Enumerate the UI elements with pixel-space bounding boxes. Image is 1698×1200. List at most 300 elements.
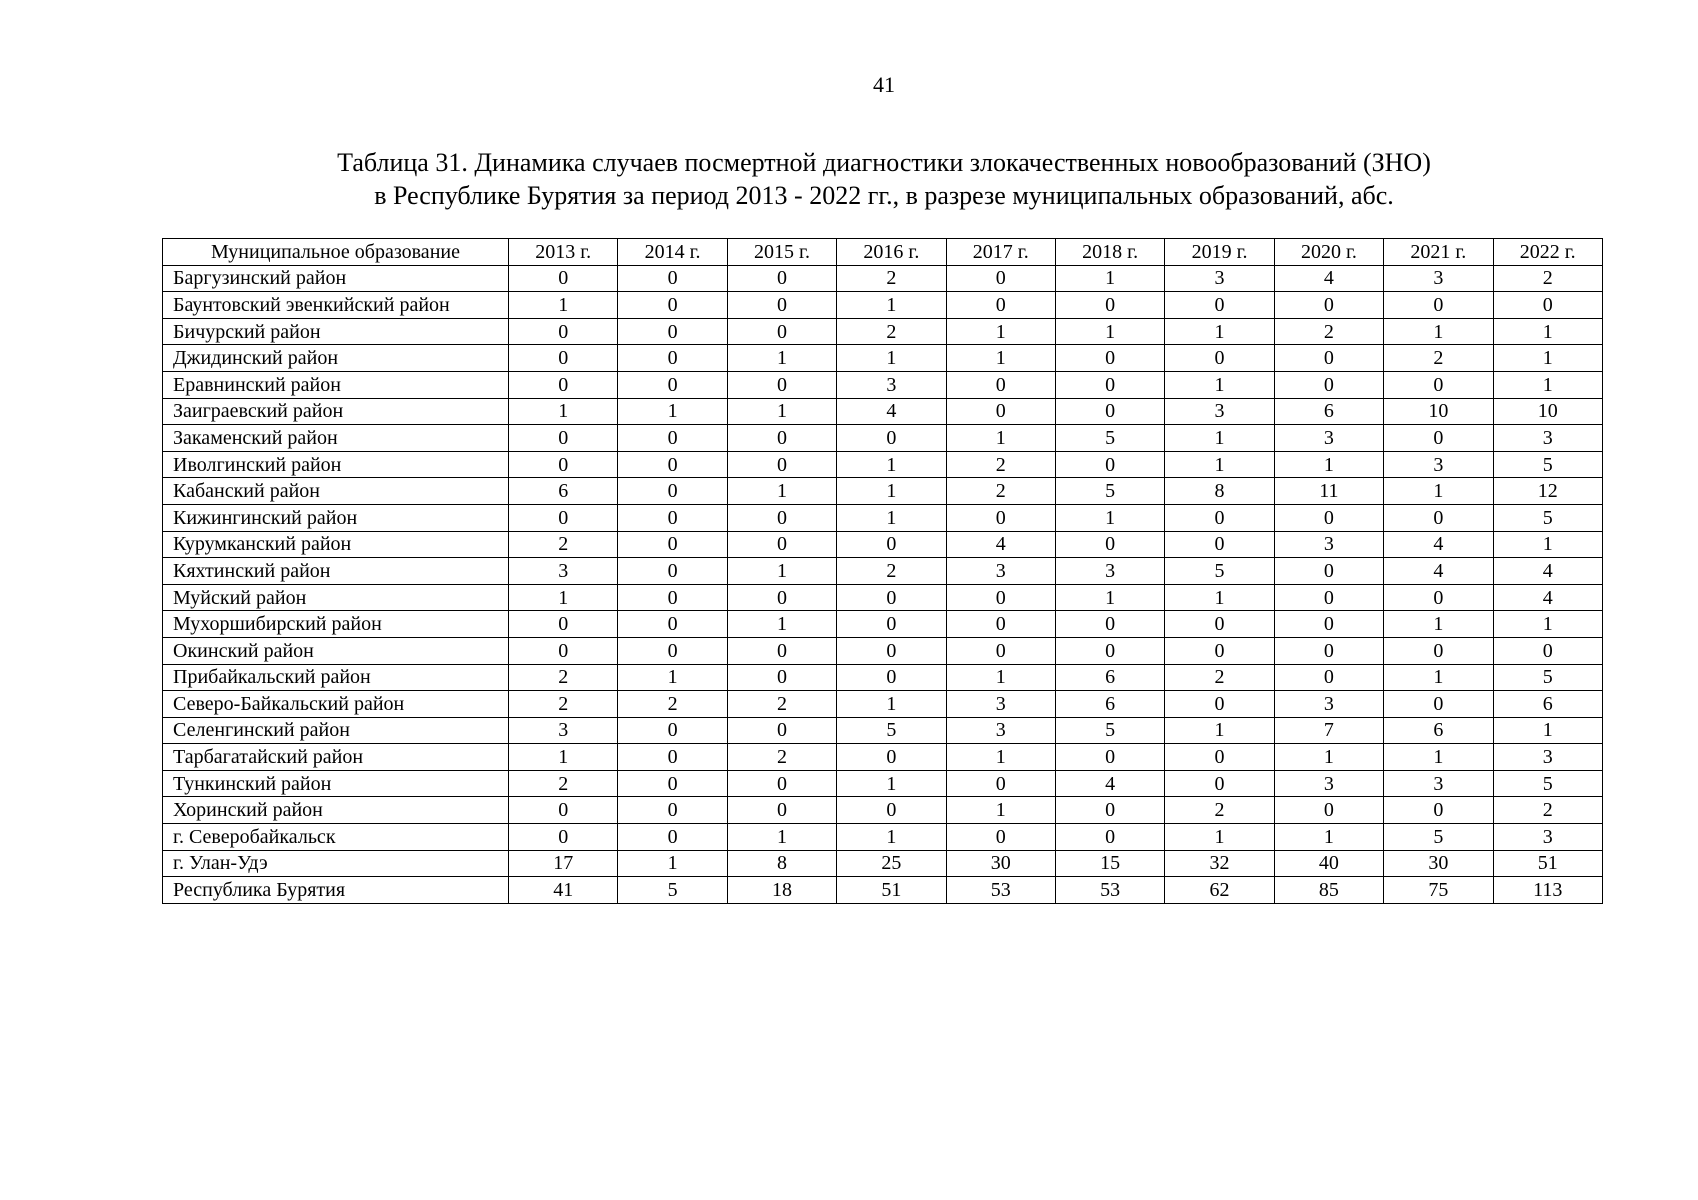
value-cell: 3 [1165,265,1274,292]
value-cell: 6 [509,478,618,505]
value-cell: 3 [1384,265,1493,292]
value-cell: 1 [1493,318,1602,345]
value-cell: 0 [727,770,836,797]
value-cell: 1 [946,797,1055,824]
value-cell: 1 [837,770,946,797]
value-cell: 1 [1165,371,1274,398]
value-cell: 0 [1274,558,1383,585]
value-cell: 0 [727,292,836,319]
value-cell: 32 [1165,850,1274,877]
value-cell: 0 [618,451,727,478]
column-header-year: 2018 г. [1055,239,1164,266]
value-cell: 0 [509,318,618,345]
value-cell: 0 [946,770,1055,797]
value-cell: 1 [727,398,836,425]
value-cell: 0 [1274,797,1383,824]
value-cell: 0 [509,451,618,478]
value-cell: 6 [1384,717,1493,744]
value-cell: 3 [1493,824,1602,851]
table-row [163,478,1603,505]
municipality-name-cell: Кяхтинский район [163,558,509,585]
value-cell: 2 [1493,797,1602,824]
value-cell: 1 [946,318,1055,345]
value-cell: 1 [946,425,1055,452]
value-cell: 0 [509,504,618,531]
value-cell: 3 [509,717,618,744]
value-cell: 75 [1384,877,1493,904]
value-cell: 3 [1274,531,1383,558]
municipality-name-cell: Бичурский район [163,318,509,345]
page-number: 41 [873,72,895,97]
column-header-year: 2019 г. [1165,239,1274,266]
value-cell: 3 [1055,558,1164,585]
column-header-year: 2017 г. [946,239,1055,266]
column-header-year: 2014 г. [618,239,727,266]
value-cell: 4 [1384,558,1493,585]
value-cell: 0 [1274,664,1383,691]
municipality-name-cell: Северо-Байкальский район [163,691,509,718]
value-cell: 2 [1165,664,1274,691]
table-row [163,744,1603,771]
table-row [163,292,1603,319]
value-cell: 2 [946,451,1055,478]
value-cell: 4 [1384,531,1493,558]
value-cell: 6 [1274,398,1383,425]
value-cell: 1 [1165,584,1274,611]
municipality-name-cell: Баргузинский район [163,265,509,292]
table-row [163,691,1603,718]
value-cell: 1 [837,504,946,531]
municipality-name-cell: Тункинский район [163,770,509,797]
value-cell: 5 [1493,504,1602,531]
value-cell: 0 [727,371,836,398]
table-container [162,238,1602,904]
value-cell: 5 [1055,478,1164,505]
value-cell: 2 [727,744,836,771]
value-cell: 0 [1274,371,1383,398]
value-cell: 0 [1055,611,1164,638]
column-header-year: 2020 г. [1274,239,1383,266]
value-cell: 1 [618,664,727,691]
municipality-name-cell: Хоринский район [163,797,509,824]
value-cell: 1 [1165,824,1274,851]
value-cell: 0 [946,265,1055,292]
value-cell: 2 [509,664,618,691]
value-cell: 0 [1165,292,1274,319]
value-cell: 1 [837,292,946,319]
column-header-year: 2022 г. [1493,239,1602,266]
value-cell: 11 [1274,478,1383,505]
value-cell: 0 [1055,637,1164,664]
value-cell: 30 [1384,850,1493,877]
table-row [163,797,1603,824]
municipality-name-cell: Джидинский район [163,345,509,372]
value-cell: 0 [1165,691,1274,718]
value-cell: 0 [618,637,727,664]
value-cell: 1 [509,292,618,319]
value-cell: 0 [837,611,946,638]
municipality-name-cell: г. Северобайкальск [163,824,509,851]
value-cell: 3 [1274,425,1383,452]
value-cell: 0 [618,345,727,372]
value-cell: 1 [727,824,836,851]
value-cell: 17 [509,850,618,877]
value-cell: 8 [727,850,836,877]
value-cell: 0 [1384,797,1493,824]
column-header-municipality: Муниципальное образование [163,239,509,266]
table-row [163,265,1603,292]
table-row [163,664,1603,691]
value-cell: 41 [509,877,618,904]
value-cell: 0 [509,425,618,452]
table-row [163,504,1603,531]
value-cell: 0 [946,584,1055,611]
value-cell: 0 [618,425,727,452]
value-cell: 0 [509,611,618,638]
value-cell: 0 [509,345,618,372]
table-row [163,371,1603,398]
value-cell: 0 [727,425,836,452]
value-cell: 15 [1055,850,1164,877]
municipality-name-cell: Муйский район [163,584,509,611]
value-cell: 0 [727,664,836,691]
value-cell: 0 [1274,584,1383,611]
table-row [163,398,1603,425]
value-cell: 18 [727,877,836,904]
municipality-name-cell: г. Улан-Удэ [163,850,509,877]
value-cell: 1 [1055,265,1164,292]
table-row [163,318,1603,345]
value-cell: 0 [727,637,836,664]
value-cell: 0 [837,584,946,611]
value-cell: 1 [1274,744,1383,771]
value-cell: 0 [1165,504,1274,531]
value-cell: 1 [509,744,618,771]
value-cell: 5 [1055,425,1164,452]
value-cell: 0 [1165,770,1274,797]
value-cell: 1 [837,691,946,718]
value-cell: 2 [1384,345,1493,372]
column-header-year: 2015 г. [727,239,836,266]
municipality-name-cell: Курумканский район [163,531,509,558]
value-cell: 1 [1165,318,1274,345]
table-row [163,637,1603,664]
value-cell: 5 [1165,558,1274,585]
value-cell: 5 [837,717,946,744]
table-body [163,265,1603,903]
value-cell: 0 [837,425,946,452]
value-cell: 0 [1384,371,1493,398]
table-row [163,345,1603,372]
column-header-year: 2021 г. [1384,239,1493,266]
value-cell: 1 [509,398,618,425]
column-header-year: 2016 г. [837,239,946,266]
value-cell: 0 [727,504,836,531]
value-cell: 0 [946,824,1055,851]
value-cell: 0 [509,371,618,398]
value-cell: 2 [946,478,1055,505]
municipality-name-cell: Тарбагатайский район [163,744,509,771]
table-row [163,451,1603,478]
value-cell: 2 [618,691,727,718]
value-cell: 1 [1274,824,1383,851]
value-cell: 0 [1055,345,1164,372]
value-cell: 0 [837,744,946,771]
value-cell: 0 [727,717,836,744]
value-cell: 0 [1384,584,1493,611]
value-cell: 0 [618,318,727,345]
municipality-name-cell: Мухоршибирский район [163,611,509,638]
value-cell: 10 [1384,398,1493,425]
value-cell: 1 [1274,451,1383,478]
value-cell: 1 [946,345,1055,372]
value-cell: 0 [837,637,946,664]
value-cell: 0 [1274,292,1383,319]
value-cell: 1 [946,664,1055,691]
value-cell: 3 [946,558,1055,585]
value-cell: 1 [1055,584,1164,611]
value-cell: 1 [837,478,946,505]
value-cell: 0 [1274,345,1383,372]
value-cell: 0 [618,265,727,292]
value-cell: 0 [618,371,727,398]
value-cell: 1 [727,345,836,372]
value-cell: 6 [1493,691,1602,718]
value-cell: 1 [1493,717,1602,744]
value-cell: 53 [1055,877,1164,904]
value-cell: 1 [837,345,946,372]
municipal-statistics-table [162,238,1603,904]
value-cell: 1 [1493,345,1602,372]
value-cell: 1 [618,398,727,425]
value-cell: 0 [1055,744,1164,771]
municipality-name-cell: Кижингинский район [163,504,509,531]
value-cell: 2 [509,770,618,797]
value-cell: 4 [1055,770,1164,797]
value-cell: 5 [1493,451,1602,478]
value-cell: 8 [1165,478,1274,505]
value-cell: 4 [1493,558,1602,585]
value-cell: 2 [509,531,618,558]
value-cell: 4 [837,398,946,425]
value-cell: 7 [1274,717,1383,744]
value-cell: 0 [727,265,836,292]
value-cell: 0 [1493,637,1602,664]
value-cell: 3 [509,558,618,585]
value-cell: 1 [618,850,727,877]
value-cell: 51 [1493,850,1602,877]
value-cell: 0 [1274,611,1383,638]
value-cell: 0 [1055,371,1164,398]
value-cell: 0 [1055,531,1164,558]
value-cell: 0 [727,531,836,558]
value-cell: 0 [946,637,1055,664]
value-cell: 0 [1165,345,1274,372]
value-cell: 0 [727,584,836,611]
table-row [163,850,1603,877]
value-cell: 5 [618,877,727,904]
value-cell: 4 [1493,584,1602,611]
value-cell: 0 [1055,797,1164,824]
value-cell: 1 [727,611,836,638]
table-row [163,770,1603,797]
value-cell: 0 [837,797,946,824]
value-cell: 3 [946,691,1055,718]
value-cell: 0 [837,664,946,691]
value-cell: 5 [1384,824,1493,851]
municipality-name-cell: Окинский район [163,637,509,664]
value-cell: 1 [837,824,946,851]
value-cell: 62 [1165,877,1274,904]
value-cell: 0 [1384,292,1493,319]
table-row [163,425,1603,452]
value-cell: 40 [1274,850,1383,877]
value-cell: 0 [1384,691,1493,718]
value-cell: 0 [1493,292,1602,319]
value-cell: 4 [946,531,1055,558]
value-cell: 3 [946,717,1055,744]
value-cell: 3 [1165,398,1274,425]
value-cell: 2 [727,691,836,718]
value-cell: 0 [727,318,836,345]
value-cell: 0 [618,824,727,851]
value-cell: 0 [509,824,618,851]
value-cell: 0 [1384,504,1493,531]
municipality-name-cell: Еравнинский район [163,371,509,398]
value-cell: 1 [727,478,836,505]
value-cell: 0 [509,637,618,664]
value-cell: 30 [946,850,1055,877]
value-cell: 0 [618,584,727,611]
value-cell: 0 [509,265,618,292]
value-cell: 0 [1055,824,1164,851]
municipality-name-cell: Баунтовский эвенкийский район [163,292,509,319]
value-cell: 3 [837,371,946,398]
value-cell: 2 [837,558,946,585]
value-cell: 1 [727,558,836,585]
table-row [163,824,1603,851]
value-cell: 0 [946,398,1055,425]
value-cell: 0 [509,797,618,824]
municipality-name-cell: Прибайкальский район [163,664,509,691]
value-cell: 2 [1165,797,1274,824]
value-cell: 0 [946,504,1055,531]
value-cell: 1 [1055,504,1164,531]
value-cell: 1 [1384,611,1493,638]
value-cell: 1 [1384,664,1493,691]
value-cell: 0 [946,611,1055,638]
value-cell: 5 [1493,664,1602,691]
value-cell: 6 [1055,664,1164,691]
value-cell: 1 [837,451,946,478]
table-row [163,584,1603,611]
value-cell: 1 [1384,478,1493,505]
value-cell: 0 [618,611,727,638]
municipality-name-cell: Закаменский район [163,425,509,452]
value-cell: 0 [837,531,946,558]
value-cell: 1 [1165,717,1274,744]
value-cell: 5 [1493,770,1602,797]
value-cell: 0 [618,717,727,744]
value-cell: 0 [946,371,1055,398]
value-cell: 10 [1493,398,1602,425]
value-cell: 85 [1274,877,1383,904]
value-cell: 6 [1055,691,1164,718]
value-cell: 0 [727,451,836,478]
value-cell: 3 [1493,425,1602,452]
value-cell: 0 [1165,744,1274,771]
value-cell: 2 [837,265,946,292]
value-cell: 3 [1274,691,1383,718]
value-cell: 0 [946,292,1055,319]
value-cell: 0 [618,558,727,585]
value-cell: 0 [1384,425,1493,452]
value-cell: 0 [1384,637,1493,664]
value-cell: 3 [1384,451,1493,478]
value-cell: 25 [837,850,946,877]
value-cell: 0 [618,504,727,531]
value-cell: 5 [1055,717,1164,744]
value-cell: 4 [1274,265,1383,292]
table-row [163,611,1603,638]
value-cell: 0 [1165,611,1274,638]
value-cell: 2 [837,318,946,345]
value-cell: 0 [1165,637,1274,664]
value-cell: 0 [618,292,727,319]
value-cell: 3 [1493,744,1602,771]
value-cell: 0 [618,478,727,505]
value-cell: 2 [1493,265,1602,292]
value-cell: 1 [1165,425,1274,452]
value-cell: 0 [1055,292,1164,319]
value-cell: 0 [1055,398,1164,425]
table-row [163,531,1603,558]
value-cell: 0 [1165,531,1274,558]
table-row [163,717,1603,744]
value-cell: 0 [618,744,727,771]
value-cell: 51 [837,877,946,904]
value-cell: 3 [1384,770,1493,797]
value-cell: 0 [618,531,727,558]
column-header-year: 2013 г. [509,239,618,266]
municipality-name-cell: Заиграевский район [163,398,509,425]
table-caption-line-1: Таблица 31. Динамика случаев посмертной диагностики злокачественных новообразований (ЗНО) [337,148,1431,177]
table-row [163,558,1603,585]
value-cell: 113 [1493,877,1602,904]
value-cell: 0 [1274,504,1383,531]
table-header-row [163,239,1603,266]
value-cell: 1 [1165,451,1274,478]
value-cell: 0 [618,797,727,824]
municipality-name-cell: Кабанский район [163,478,509,505]
table-caption-line-2: в Республике Бурятия за период 2013 - 2022 гг., в разрезе муниципальных образований, абс. [374,181,1394,210]
municipality-name-cell: Иволгинский район [163,451,509,478]
value-cell: 2 [509,691,618,718]
value-cell: 1 [1384,318,1493,345]
municipality-name-cell: Республика Бурятия [163,877,509,904]
value-cell: 1 [1493,611,1602,638]
value-cell: 12 [1493,478,1602,505]
value-cell: 0 [618,770,727,797]
value-cell: 0 [727,797,836,824]
value-cell: 1 [1493,371,1602,398]
value-cell: 3 [1274,770,1383,797]
table-caption [0,146,1698,212]
table-row [163,877,1603,904]
value-cell: 1 [1493,531,1602,558]
value-cell: 1 [509,584,618,611]
value-cell: 1 [1055,318,1164,345]
